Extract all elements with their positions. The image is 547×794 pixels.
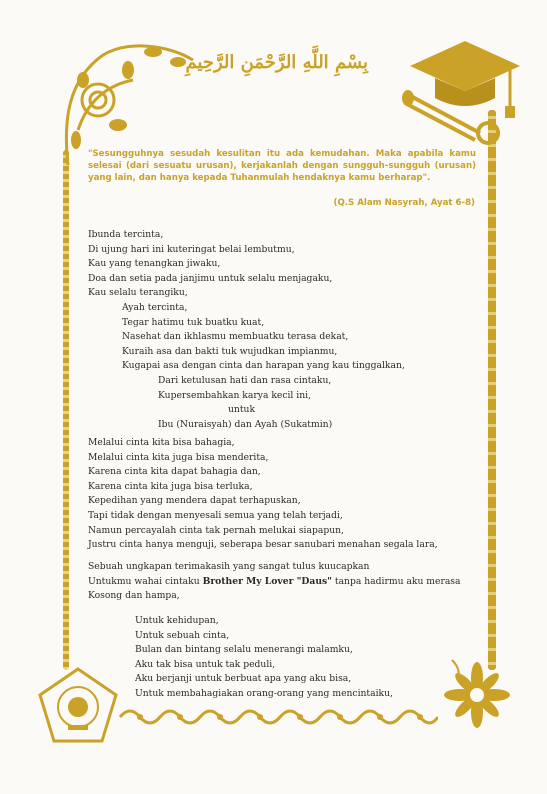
poem-section-love (88, 436, 438, 553)
quote-source: (Q.S Alam Nasyrah, Ayat 6-8) (333, 198, 475, 208)
poem-line: Untuk membahagiakan orang-orang yang mencintaiku, (135, 687, 393, 699)
poem-text: Untukmu wahai cintaku (88, 575, 203, 587)
poem-text: tanpa hadirmu aku merasa (331, 575, 461, 587)
dedication-line: Dari ketulusan hati dan rasa cintaku, (158, 374, 332, 386)
poem-line: Untuk sebuah cinta, (135, 629, 230, 641)
poem-line: Bulan dan bintang selalu menerangi malamku, (135, 644, 353, 656)
poem-line: Sebuah ungkapan terimakasih yang sangat tulus kuucapkan (88, 561, 370, 572)
diploma-scroll-icon (400, 78, 510, 148)
poem-line: Karena cinta kita dapat bahagia dan, (88, 466, 261, 478)
poem-section-parents (88, 228, 478, 432)
quran-quote: "Sesungguhnya sesudah kesulitan itu ada kemudahan. Maka apabila kamu selesai (dari sesuatu urusan), kerjakanlah dengan sungguh-sungguh (urusan) yang lain, dan hanya kepada Tuhanmulah hendaknya kamu berharap". (88, 149, 476, 184)
ornamental-divider-icon (118, 705, 438, 729)
dedication-line: Kupersembahkan karya kecil ini, (158, 389, 311, 401)
poem-line: Doa dan setia pada janjimu untuk selalu menjagaku, (88, 272, 333, 284)
poem-line: Kosong dan hampa, (88, 590, 180, 602)
poem-line: Ibunda tercinta, (88, 229, 164, 240)
university-seal-icon (36, 665, 120, 745)
poem-line: Kepedihan yang mendera dapat terhapuskan, (88, 495, 301, 507)
poem-line: Melalui cinta kita bisa bahagia, (88, 437, 235, 448)
poem-line: Karena cinta kita juga bisa terluka, (88, 480, 253, 492)
poem-line: Kau yang tenangkan jiwaku, (88, 258, 221, 270)
poem-line: Tapi tidak dengan menyesali semua yang telah terjadi, (88, 509, 343, 521)
poem-line: Kugapai asa dengan cinta dan harapan yang kau tinggalkan, (122, 360, 405, 372)
poem-section-life (135, 614, 393, 702)
poem-line: Untuk kehidupan, (135, 615, 219, 626)
poem-emphasis: Brother My Lover "Daus" (202, 575, 332, 587)
poem-line (88, 575, 461, 590)
left-ornamental-border (63, 150, 69, 670)
dedication-line: Ibu (Nuraisyah) dan Ayah (Sukatmin) (158, 418, 333, 430)
poem-line: Namun percayalah cinta tak pernah melukai siapapun, (88, 524, 344, 536)
poem-line: Aku berjanji untuk berbuat apa yang aku bisa, (135, 673, 352, 685)
poem-line: Melalui cinta kita juga bisa menderita, (88, 451, 269, 463)
poem-line: Di ujung hari ini kuteringat belai lembutmu, (88, 243, 295, 255)
poem-line: Kau selalu terangiku, (88, 287, 188, 299)
poem-line: Kuraih asa dan bakti tuk wujudkan impianmu, (122, 345, 338, 357)
flower-icon (432, 650, 522, 740)
poem-section-thanks (88, 560, 461, 604)
dedication-line: untuk (228, 404, 256, 416)
poem-line: Nasehat dan ikhlasmu membuatku terasa dekat, (122, 331, 349, 343)
poem-line: Justru cinta hanya menguji, seberapa besar sanubari menahan segala lara, (88, 539, 438, 551)
right-ornamental-border (488, 110, 496, 670)
bismillah-calligraphy: بِسْمِ اللَّهِ الرَّحْمَنِ الرَّحِيمِ (185, 52, 368, 73)
poem-line: Tegar hatimu tuk buatku kuat, (122, 316, 265, 328)
poem-line: Aku tak bisa untuk tak peduli, (135, 658, 276, 670)
poem-line: Ayah tercinta, (122, 301, 188, 313)
